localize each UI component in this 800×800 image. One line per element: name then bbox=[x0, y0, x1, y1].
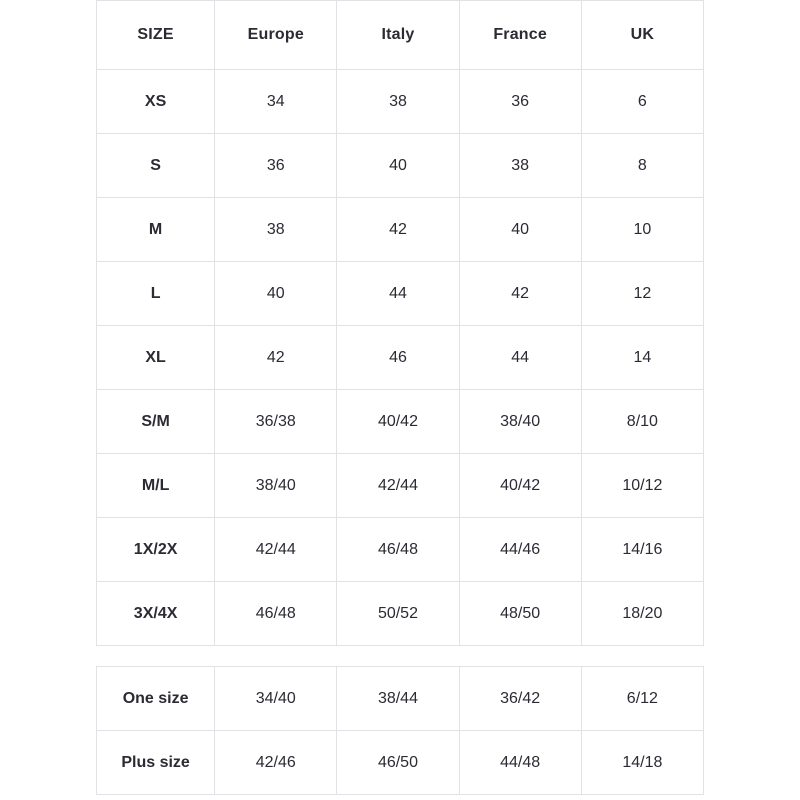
cell-italy: 42 bbox=[337, 198, 459, 262]
cell-france: 44/46 bbox=[459, 518, 581, 582]
cell-italy: 50/52 bbox=[337, 582, 459, 646]
row-label: 1X/2X bbox=[97, 518, 215, 582]
cell-europe: 36/38 bbox=[215, 390, 337, 454]
one-size-table bbox=[96, 666, 704, 795]
cell-europe: 42/46 bbox=[215, 731, 337, 795]
table-row bbox=[97, 390, 704, 454]
cell-uk: 10/12 bbox=[581, 454, 703, 518]
table-row bbox=[97, 262, 704, 326]
cell-uk: 12 bbox=[581, 262, 703, 326]
cell-italy: 38/44 bbox=[337, 667, 459, 731]
cell-france: 36 bbox=[459, 70, 581, 134]
table-row bbox=[97, 518, 704, 582]
cell-uk: 6/12 bbox=[581, 667, 703, 731]
cell-uk: 14/16 bbox=[581, 518, 703, 582]
cell-france: 38/40 bbox=[459, 390, 581, 454]
cell-italy: 38 bbox=[337, 70, 459, 134]
row-label: XS bbox=[97, 70, 215, 134]
table-row bbox=[97, 582, 704, 646]
row-label: One size bbox=[97, 667, 215, 731]
cell-italy: 46/48 bbox=[337, 518, 459, 582]
cell-france: 48/50 bbox=[459, 582, 581, 646]
cell-france: 42 bbox=[459, 262, 581, 326]
column-header-france: France bbox=[459, 1, 581, 70]
cell-italy: 46/50 bbox=[337, 731, 459, 795]
size-conversion-table-container bbox=[96, 0, 704, 646]
cell-italy: 40 bbox=[337, 134, 459, 198]
table-row bbox=[97, 134, 704, 198]
cell-europe: 40 bbox=[215, 262, 337, 326]
cell-europe: 34/40 bbox=[215, 667, 337, 731]
row-label: M bbox=[97, 198, 215, 262]
cell-italy: 42/44 bbox=[337, 454, 459, 518]
size-conversion-table bbox=[96, 0, 704, 646]
row-label: S/M bbox=[97, 390, 215, 454]
table-body bbox=[97, 667, 704, 795]
row-label: L bbox=[97, 262, 215, 326]
cell-italy: 46 bbox=[337, 326, 459, 390]
cell-france: 40/42 bbox=[459, 454, 581, 518]
column-header-italy: Italy bbox=[337, 1, 459, 70]
cell-france: 38 bbox=[459, 134, 581, 198]
table-row bbox=[97, 198, 704, 262]
cell-uk: 14/18 bbox=[581, 731, 703, 795]
column-header-uk: UK bbox=[581, 1, 703, 70]
cell-europe: 38/40 bbox=[215, 454, 337, 518]
row-label: Plus size bbox=[97, 731, 215, 795]
column-header-size: SIZE bbox=[97, 1, 215, 70]
cell-uk: 10 bbox=[581, 198, 703, 262]
cell-europe: 38 bbox=[215, 198, 337, 262]
row-label: 3X/4X bbox=[97, 582, 215, 646]
row-label: M/L bbox=[97, 454, 215, 518]
cell-france: 36/42 bbox=[459, 667, 581, 731]
cell-europe: 42 bbox=[215, 326, 337, 390]
row-label: XL bbox=[97, 326, 215, 390]
cell-uk: 8/10 bbox=[581, 390, 703, 454]
cell-france: 40 bbox=[459, 198, 581, 262]
column-header-europe: Europe bbox=[215, 1, 337, 70]
cell-uk: 14 bbox=[581, 326, 703, 390]
table-row bbox=[97, 70, 704, 134]
table-row bbox=[97, 454, 704, 518]
one-size-table-container bbox=[96, 666, 704, 795]
cell-italy: 44 bbox=[337, 262, 459, 326]
cell-france: 44/48 bbox=[459, 731, 581, 795]
cell-europe: 46/48 bbox=[215, 582, 337, 646]
cell-europe: 42/44 bbox=[215, 518, 337, 582]
cell-uk: 8 bbox=[581, 134, 703, 198]
row-label: S bbox=[97, 134, 215, 198]
cell-france: 44 bbox=[459, 326, 581, 390]
table-row bbox=[97, 731, 704, 795]
table-body bbox=[97, 70, 704, 646]
table-row bbox=[97, 667, 704, 731]
table-row bbox=[97, 326, 704, 390]
cell-italy: 40/42 bbox=[337, 390, 459, 454]
cell-uk: 6 bbox=[581, 70, 703, 134]
cell-europe: 36 bbox=[215, 134, 337, 198]
cell-uk: 18/20 bbox=[581, 582, 703, 646]
cell-europe: 34 bbox=[215, 70, 337, 134]
table-header bbox=[97, 1, 704, 70]
table-header-row bbox=[97, 1, 704, 70]
